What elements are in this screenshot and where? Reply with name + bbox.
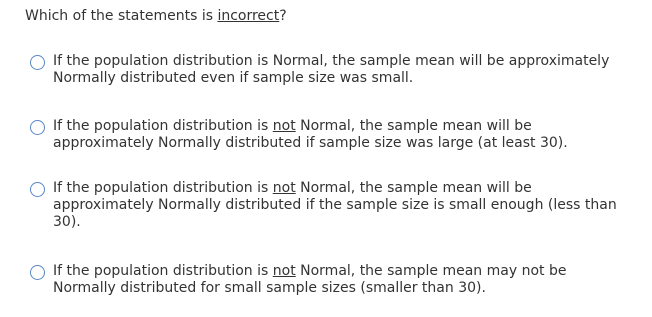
option-3-text-post: Normal, the sample mean will be approximately Normally distributed if the sample size is small enough (less than 30). — [53, 180, 617, 230]
radio-button-2[interactable] — [30, 120, 45, 135]
question-suffix: ? — [279, 8, 287, 24]
answer-option-2[interactable] — [30, 118, 630, 152]
option-3-text-underline: not — [272, 180, 296, 196]
question-prompt — [25, 6, 287, 26]
radio-button-4[interactable] — [30, 265, 45, 280]
option-2-text-underline: not — [272, 118, 296, 134]
option-4-text-pre: If the population distribution is — [53, 263, 273, 279]
answer-option-3[interactable] — [30, 180, 630, 231]
question-emphasis: incorrect — [217, 8, 280, 24]
answer-option-1[interactable] — [30, 53, 630, 87]
option-2-text-pre: If the population distribution is — [53, 118, 273, 134]
answer-option-2-text — [53, 118, 618, 152]
option-2-text-post: Normal, the sample mean will be approximately Normally distributed if sample size was large (at least 30). — [53, 118, 568, 151]
answer-option-4[interactable] — [30, 263, 630, 297]
option-1-text-pre: If the population distribution is Normal, the sample mean will be approximately Normally distributed even if sample size was small. — [53, 53, 610, 86]
radio-button-1[interactable] — [30, 55, 45, 70]
question-prefix: Which of the statements is — [25, 8, 218, 24]
answer-option-4-text — [53, 263, 618, 297]
answer-option-3-text — [53, 180, 618, 231]
option-3-text-pre: If the population distribution is — [53, 180, 273, 196]
radio-button-3[interactable] — [30, 182, 45, 197]
option-4-text-post: Normal, the sample mean may not be Normally distributed for small sample sizes (smaller than 30). — [53, 263, 567, 296]
option-4-text-underline: not — [272, 263, 296, 279]
answer-option-1-text — [53, 53, 618, 87]
